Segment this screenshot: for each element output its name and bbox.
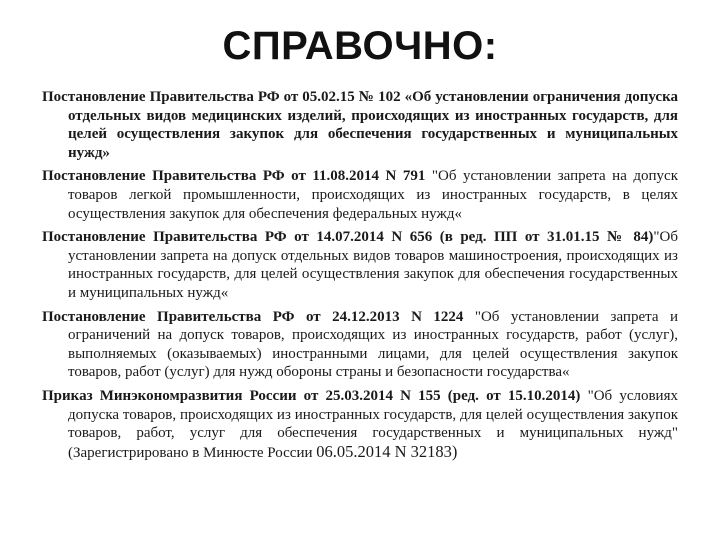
reference-item	[42, 308, 678, 382]
reference-item	[42, 387, 678, 462]
slide-title: СПРАВОЧНО:	[222, 24, 498, 68]
reference-description: "Об установлении запрета на допуск товаров легкой промышленности, происходящих из иностранных государств, в целях осуществления закупок для обеспечения федеральных нужд«	[68, 168, 678, 222]
reference-title: Приказ Минэкономразвития России от 25.03.2014 N 155 (ред. от 15.10.2014)	[42, 387, 581, 404]
reference-title: Постановление Правительства РФ от 11.08.2014 N 791	[42, 168, 426, 185]
reference-item	[42, 88, 678, 162]
reference-description: "Об установлении запрета на допуск отдельных видов товаров машиностроения, происходящих из иностранных государств, для целей осуществления закупок для обеспечения государственных и муниципальных нужд«	[68, 229, 678, 301]
registration-number: 06.05.2014 N 32183)	[316, 441, 458, 461]
reference-title: Постановление Правительства РФ от 05.02.15 № 102 «Об установлении ограничения допуска отдельных видов медицинских изделий, происходящих из иностранных государств, для целей осуществления закупок для обеспечения государственных и муниципальных нужд»	[42, 89, 678, 161]
reference-description: "Об установлении запрета и ограничений на допуск товаров, происходящих из иностранных государств, работ (услуг), выполняемых (оказываемых) иностранными лицами, для целей осуществления закупок товаров, работ (услуг) для нужд обороны страны и безопасности государства«	[68, 308, 678, 381]
reference-item	[42, 167, 678, 223]
reference-title: Постановление Правительства РФ от 24.12.2013 N 1224	[42, 308, 464, 325]
reference-item	[42, 228, 678, 302]
reference-title: Постановление Правительства РФ от 14.07.2014 N 656 (в ред. ПП от 31.01.15 № 84)	[42, 229, 654, 246]
reference-list	[42, 88, 678, 467]
reference-description: "Об условиях допуска товаров, происходящих из иностранных государств, для целей осуществления закупок товаров, работ, услуг для обеспечения государственных и муниципальных нужд" (Зарегистрировано в Минюсте России	[68, 387, 678, 461]
